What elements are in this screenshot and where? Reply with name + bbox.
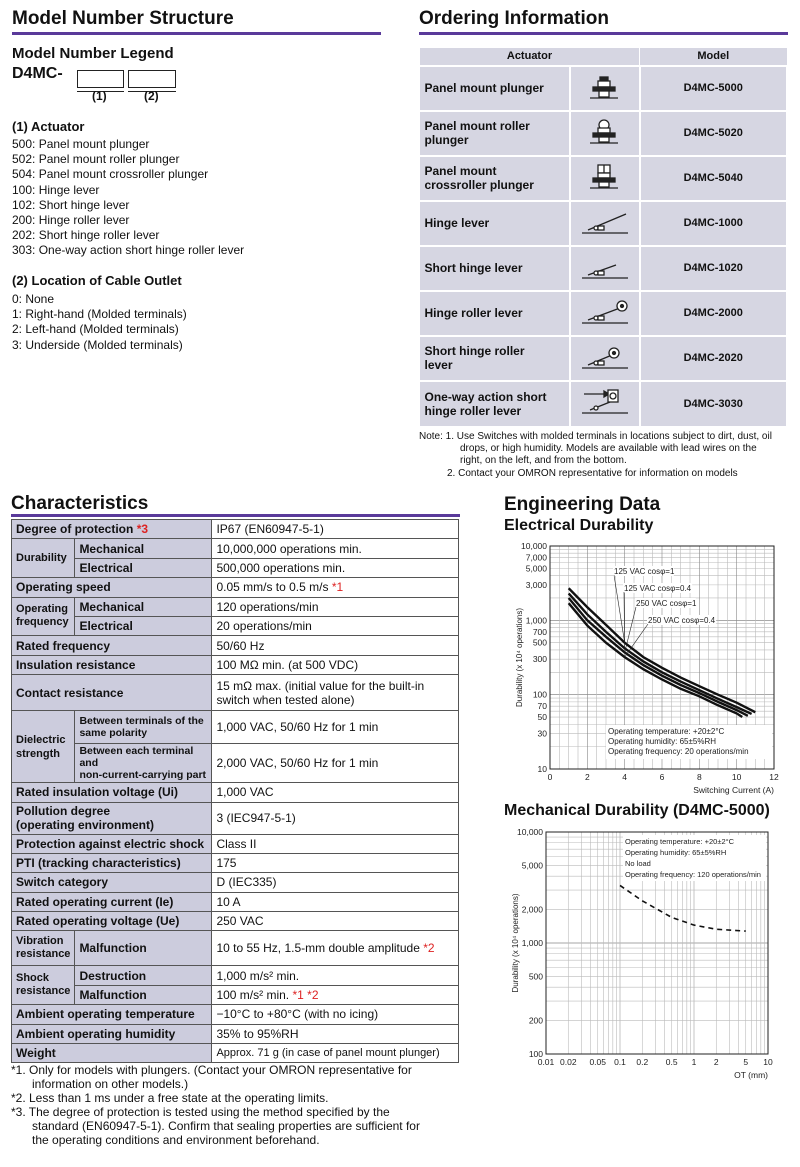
row-value: 100 MΩ min. (at 500 VDC) [212, 655, 459, 674]
row-sublabel: Mechanical [75, 597, 212, 616]
y-tick-label: 300 [532, 654, 547, 665]
series-label: 125 VAC cosφ=1 [614, 567, 675, 576]
actuator-name: Panel mount roller [424, 119, 530, 133]
y-tick-label: 10,000 [521, 541, 547, 551]
annotation-text: Operating humidity: 65±5%RH [625, 848, 727, 857]
hinge-roller-lever-icon [578, 298, 632, 326]
row-label: Degree of protection [16, 522, 134, 537]
row-value: Approx. 71 g (in case of panel mount plunger) [212, 1044, 459, 1063]
row-sublabel: Malfunction [75, 931, 212, 966]
actuator-name: Short hinge roller [424, 344, 525, 358]
annotation-text: Operating temperature: +20±2°C [625, 837, 735, 846]
model-cell: D4MC-5040 [640, 156, 788, 201]
cable-item: 3: Underside (Molded terminals) [12, 337, 183, 352]
table-row [12, 636, 459, 655]
row-value: 50/60 Hz [212, 636, 459, 655]
x-tick-label: 0.05 [589, 1057, 606, 1067]
y-tick-label: 10 [537, 764, 547, 774]
actuator-item: 502: Panel mount roller plunger [12, 152, 180, 167]
characteristics-notes [11, 1063, 461, 1147]
x-tick-label: 10 [763, 1057, 773, 1067]
row-sublabel: non-current-carrying part [79, 769, 207, 782]
ordering-note-1: Note: 1. Use Switches with molded terminals in locations subject to dirt, dust, oil [419, 431, 772, 442]
table-row [12, 597, 459, 616]
row-label: Pollution degree [16, 804, 111, 819]
row-label: frequency [16, 616, 69, 629]
row-label: Ambient operating temperature [12, 1005, 212, 1024]
annotation-text: Operating frequency: 20 operations/min [608, 747, 749, 756]
table-row [420, 381, 788, 426]
actuator-item: 100: Hinge lever [12, 182, 100, 197]
y-tick-label: 5,000 [521, 860, 543, 871]
row-value: 10 to 55 Hz, 1.5-mm double amplitude [216, 941, 420, 956]
table-row [420, 291, 788, 336]
row-value: 10,000,000 operations min. [212, 539, 459, 558]
roller-plunger-icon [578, 118, 632, 146]
note-3a: *3. The degree of protection is tested using the method specified by the [11, 1105, 390, 1119]
legend-title: Model Number Legend [12, 45, 174, 62]
table-row [12, 655, 459, 674]
y-tick-label: 1,000 [521, 938, 543, 948]
row-label: Rated insulation voltage (Ui) [12, 783, 212, 802]
actuator-name: Hinge roller lever [424, 306, 523, 320]
row-label: Switch category [12, 873, 212, 892]
row-value: 3 (IEC947-5-1) [212, 802, 459, 834]
y-tick-label: 500 [532, 637, 547, 648]
y-tick-label: 3,000 [525, 579, 547, 590]
note-2: *2. Less than 1 ms under a free state at the operating limits. [11, 1091, 329, 1105]
actuator-cell [420, 156, 570, 201]
annotation-text: Operating frequency: 120 operations/min [625, 870, 761, 879]
characteristics-title: Characteristics [11, 493, 149, 514]
row-sublabel: Malfunction [75, 985, 212, 1004]
model-box-1 [77, 70, 124, 88]
table-row [12, 1044, 459, 1063]
y-tick-label: 7,000 [525, 552, 547, 563]
row-value: 10 A [212, 892, 459, 911]
table-row [12, 616, 459, 635]
x-tick-label: 0.01 [537, 1057, 555, 1067]
model-cell: D4MC-1000 [640, 201, 788, 246]
engineering-title: Engineering Data [504, 494, 661, 515]
y-tick-label: 1,000 [525, 615, 547, 626]
box-2-label: (2) [144, 89, 159, 103]
actuator-name: Panel mount plunger [424, 81, 544, 95]
model-cell: D4MC-2000 [640, 291, 788, 336]
table-row [12, 578, 459, 597]
row-label: (operating environment) [16, 818, 155, 833]
table-row [12, 892, 459, 911]
row-value: switch when tested alone) [216, 692, 355, 707]
footnote-mark: *2 [423, 941, 435, 956]
row-label: Ambient operating humidity [12, 1024, 212, 1043]
row-value: 0.05 mm/s to 0.5 m/s [216, 580, 329, 595]
cable-item: 1: Right-hand (Molded terminals) [12, 307, 187, 322]
row-sublabel: Mechanical [75, 539, 212, 558]
y-axis-label: Durability (x 10⁴ operations) [515, 607, 524, 708]
x-tick-label: 0.1 [614, 1057, 626, 1067]
table-row [420, 111, 788, 156]
table-row [12, 744, 459, 783]
ordering-title: Ordering Information [419, 8, 609, 29]
y-tick-label: 30 [537, 728, 547, 739]
note-3c: the operating conditions and environment beforehand. [32, 1133, 320, 1147]
row-sublabel: Destruction [75, 966, 212, 985]
actuator-item: 102: Short hinge lever [12, 197, 130, 212]
row-label: Operating [16, 603, 68, 616]
table-row [420, 66, 788, 111]
row-value: 1,000 m/s² min. [212, 966, 459, 985]
actuator-item: 202: Short hinge roller lever [12, 228, 160, 243]
table-row [12, 558, 459, 577]
row-label: Durability [12, 539, 75, 578]
ordering-note-1c: right, on the left, and from the bottom. [460, 455, 627, 466]
actuator-item: 200: Hinge roller lever [12, 213, 130, 227]
ordering-table [419, 47, 788, 426]
actuator-item: 303: One-way action short hinge roller lever [12, 243, 245, 258]
table-row [420, 156, 788, 201]
row-label: Operating speed [12, 578, 212, 597]
model-cell: D4MC-5000 [640, 66, 788, 111]
box-1-label: (1) [92, 89, 107, 103]
plunger-icon [578, 73, 632, 101]
row-sublabel: Between terminals of the [79, 715, 204, 728]
table-row [12, 966, 459, 985]
row-value: 120 operations/min [212, 597, 459, 616]
table-row [12, 520, 459, 539]
row-label: strength [16, 747, 60, 760]
series-label: 125 VAC cosφ=0.4 [624, 584, 692, 593]
y-tick-label: 10,000 [517, 827, 543, 837]
x-tick-label: 0.2 [636, 1057, 649, 1067]
table-row [12, 539, 459, 558]
actuator-item: 504: Panel mount crossroller plunger [12, 167, 209, 182]
table-row [12, 1024, 459, 1043]
characteristics-table [11, 519, 459, 1063]
x-tick-label: 0.5 [665, 1057, 678, 1067]
ordering-note-2: 2. Contact your OMRON representative for information on models [447, 468, 738, 479]
table-row [420, 246, 788, 291]
model-cell: D4MC-1020 [640, 246, 788, 291]
row-value: 175 [212, 853, 459, 872]
row-value: 35% to 95%RH [212, 1024, 459, 1043]
actuator-name: lever [424, 358, 453, 372]
x-tick-label: 2 [713, 1057, 719, 1067]
y-tick-label: 100 [532, 689, 547, 700]
x-tick-label: 0 [547, 772, 553, 782]
electrical-durability-title: Electrical Durability [504, 517, 654, 534]
note-1a: *1. Only for models with plungers. (Contact your OMRON representative for [11, 1063, 412, 1077]
actuator-cell [420, 66, 570, 111]
ordering-note-1b: drops, or high humidity. Models are available with lead wires on the [460, 443, 757, 454]
table-row [12, 931, 459, 966]
actuator-name: Panel mount [424, 164, 497, 178]
row-sublabel: Electrical [75, 558, 212, 577]
actuator-title: (1) Actuator [12, 119, 85, 134]
hinge-lever-icon [578, 208, 632, 236]
x-tick-label: 12 [769, 772, 779, 782]
row-label: Contact resistance [12, 675, 212, 711]
actuator-name: Hinge lever [424, 216, 490, 230]
y-tick-label: 100 [528, 1049, 543, 1059]
x-tick-label: 8 [696, 772, 702, 782]
row-label: resistance [16, 948, 71, 961]
annotation-text: Operating temperature: +20±2°C [608, 727, 725, 736]
y-tick-label: 700 [532, 626, 547, 637]
y-tick-label: 200 [528, 1015, 543, 1026]
mechanical-durability-title: Mechanical Durability (D4MC-5000) [504, 802, 770, 819]
row-label: Rated operating current (Ie) [12, 892, 212, 911]
actuator-item: 500: Panel mount plunger [12, 137, 150, 151]
short-hinge-lever-icon [578, 253, 632, 281]
cable-item: 0: None [12, 292, 55, 306]
table-row [420, 336, 788, 381]
row-label: PTI (tracking characteristics) [12, 853, 212, 872]
row-value: 250 VAC [212, 912, 459, 931]
actuator-cell [420, 336, 570, 381]
model-structure-title: Model Number Structure [12, 8, 234, 29]
title-rule [12, 32, 381, 35]
short-hinge-roller-lever-icon [578, 343, 632, 371]
table-row [12, 783, 459, 802]
row-label: Dielectric [16, 733, 66, 746]
x-tick-label: 6 [659, 772, 665, 782]
row-value: D (IEC335) [212, 873, 459, 892]
row-label: Rated operating voltage (Ue) [12, 912, 212, 931]
y-tick-label: 50 [537, 712, 547, 723]
characteristics-rule [11, 514, 460, 517]
model-box-2 [128, 70, 176, 88]
row-value: −10°C to +80°C (with no icing) [212, 1005, 459, 1024]
row-sublabel: Electrical [75, 616, 212, 635]
row-value: 1,000 VAC [212, 783, 459, 802]
ordering-rule [419, 32, 788, 35]
col-model: Model [640, 48, 788, 66]
y-tick-label: 500 [528, 971, 543, 982]
row-label: Shock [16, 972, 50, 985]
actuator-name: crossroller plunger [424, 178, 534, 192]
mechanical-durability-chart [498, 824, 798, 1089]
row-sublabel: same polarity [79, 727, 148, 740]
y-tick-label: 2,000 [521, 904, 543, 915]
actuator-name: Short hinge lever [424, 261, 523, 275]
row-label: Vibration [16, 935, 64, 948]
note-1b: information on other models.) [32, 1077, 189, 1091]
x-tick-label: 0.02 [560, 1057, 577, 1067]
table-row [420, 201, 788, 246]
row-value: 20 operations/min [212, 616, 459, 635]
table-row [12, 675, 459, 711]
table-row [12, 802, 459, 834]
annotation-text: Operating humidity: 65±5%RH [608, 737, 716, 746]
table-row [12, 873, 459, 892]
model-cell: D4MC-2020 [640, 336, 788, 381]
footnote-mark: *1 [331, 580, 344, 595]
actuator-cell [420, 201, 570, 246]
actuator-name: One-way action short [424, 389, 547, 404]
table-row [12, 853, 459, 872]
row-value: 2,000 VAC, 50/60 Hz for 1 min [212, 744, 459, 783]
actuator-cell [420, 381, 570, 426]
table-row [12, 1005, 459, 1024]
note-3b: standard (EN60947-5-1). Confirm that sealing properties are sufficient for [32, 1119, 420, 1133]
series-label: 250 VAC cosφ=0.4 [648, 616, 716, 625]
row-value: 100 m/s² min. [216, 988, 290, 1003]
row-value: IP67 (EN60947-5-1) [212, 520, 459, 539]
row-value: Class II [212, 834, 459, 853]
x-tick-label: 2 [584, 772, 590, 782]
y-tick-label: 5,000 [525, 563, 547, 574]
row-label: Rated frequency [12, 636, 212, 655]
x-tick-label: 1 [691, 1057, 697, 1067]
series-label: 250 VAC cosφ=1 [636, 599, 697, 608]
model-cell: D4MC-5020 [640, 111, 788, 156]
x-axis-label: OT (mm) [734, 1070, 768, 1080]
table-row [12, 711, 459, 744]
row-label: Weight [12, 1044, 212, 1063]
table-row [12, 912, 459, 931]
model-cell: D4MC-3030 [640, 381, 788, 426]
actuator-cell [420, 246, 570, 291]
one-way-roller-lever-icon [578, 388, 632, 416]
y-tick-label: 70 [537, 701, 547, 712]
crossroller-plunger-icon [578, 163, 632, 191]
table-row [12, 834, 459, 853]
cable-item: 2: Left-hand (Molded terminals) [12, 322, 179, 337]
row-value: 15 mΩ max. (initial value for the built-in [216, 678, 425, 693]
row-label: Insulation resistance [12, 655, 212, 674]
footnote-mark: *1 *2 [292, 988, 319, 1003]
row-label: Protection against electric shock [12, 834, 212, 853]
row-value: 1,000 VAC, 50/60 Hz for 1 min [212, 711, 459, 744]
row-label: resistance [16, 985, 71, 998]
row-sublabel: Between each terminal and [79, 745, 194, 770]
cable-title: (2) Location of Cable Outlet [12, 273, 182, 288]
series-line [569, 593, 752, 714]
series-line [620, 885, 746, 931]
footnote-mark: *3 [136, 522, 149, 537]
x-axis-label: Switching Current (A) [693, 785, 774, 795]
x-tick-label: 5 [743, 1057, 749, 1067]
actuator-cell [420, 111, 570, 156]
table-row [12, 985, 459, 1004]
actuator-cell [420, 291, 570, 336]
annotation-text: No load [625, 859, 651, 868]
actuator-name: plunger [424, 133, 469, 147]
row-value: 500,000 operations min. [212, 558, 459, 577]
model-prefix: D4MC- [12, 65, 63, 82]
electrical-durability-chart [498, 538, 798, 798]
col-actuator: Actuator [420, 48, 640, 66]
x-tick-label: 4 [622, 772, 628, 782]
actuator-name: hinge roller lever [424, 403, 522, 418]
x-tick-label: 10 [731, 772, 742, 782]
y-axis-label: Durability (x 10⁴ operations) [511, 893, 520, 993]
